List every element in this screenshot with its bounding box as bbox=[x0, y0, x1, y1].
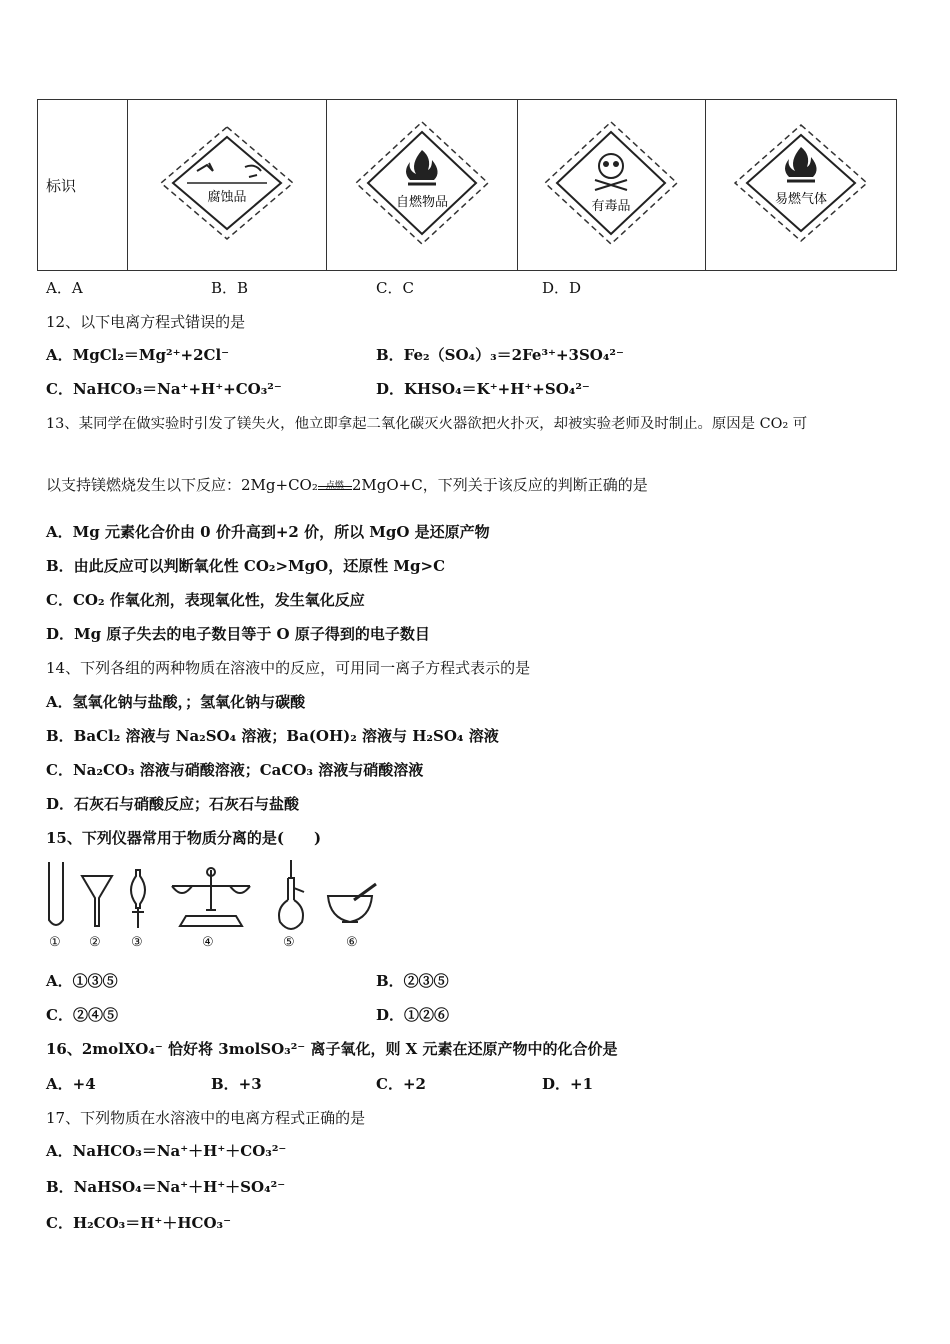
instrument-number: ④ bbox=[202, 935, 214, 950]
q13-stem-line1: 13、某同学在做实验时引发了镁失火，他立即拿起二氧化碳灭火器欲把火扑灭，却被实验老师及时制止。原因是 CO₂ 可 bbox=[46, 416, 808, 432]
sign-label-a: 腐蚀品 bbox=[207, 190, 247, 205]
sign-label-c: 有毒品 bbox=[591, 199, 631, 214]
q12-option-b: B．Fe₂（SO₄）₃＝2Fe³⁺+3SO₄²⁻ bbox=[376, 346, 624, 364]
q14-stem: 14、下列各组的两种物质在溶液中的反应，可用同一离子方程式表示的是 bbox=[46, 659, 531, 677]
test-tube-icon bbox=[46, 860, 66, 932]
table-label: 标识 bbox=[38, 100, 128, 271]
instrument-number: ② bbox=[89, 935, 101, 950]
reaction-condition: 点燃 bbox=[325, 481, 344, 491]
q15-stem: 15、下列仪器常用于物质分离的是( ) bbox=[46, 829, 322, 847]
q12-option-d: D．KHSO₄＝K⁺+H⁺+SO₄²⁻ bbox=[376, 380, 590, 398]
q16-option-a: A．+4 bbox=[46, 1075, 96, 1093]
q14-option-a: A．氢氧化钠与盐酸，；氢氧化钠与碳酸 bbox=[46, 693, 306, 711]
q17-option-c: C．H₂CO₃＝H⁺＋HCO₃⁻ bbox=[46, 1214, 232, 1232]
q11-option-c: C．C bbox=[376, 279, 414, 297]
sign-cell-c bbox=[518, 100, 705, 271]
distillation-flask-icon bbox=[276, 860, 306, 936]
q16-option-b: B．+3 bbox=[211, 1075, 262, 1093]
q15-option-d: D．①②⑥ bbox=[376, 1006, 450, 1024]
instrument-number: ⑤ bbox=[283, 935, 295, 950]
q15-option-b: B．②③⑤ bbox=[376, 972, 449, 990]
q15-option-a: A．①③⑤ bbox=[46, 972, 118, 990]
hazard-sign-table bbox=[37, 99, 897, 271]
q12-stem: 12、以下电离方程式错误的是 bbox=[46, 313, 246, 331]
flame-icon bbox=[731, 121, 871, 246]
skull-icon bbox=[541, 118, 681, 248]
q14-option-c: C．Na₂CO₃ 溶液与硝酸溶液；CaCO₃ 溶液与硝酸溶液 bbox=[46, 761, 424, 779]
q11-option-b: B．B bbox=[211, 279, 249, 297]
q16-option-c: C．+2 bbox=[376, 1075, 426, 1093]
sign-cell-b bbox=[326, 100, 517, 271]
q16-option-d: D．+1 bbox=[542, 1075, 594, 1093]
q14-option-b: B．BaCl₂ 溶液与 Na₂SO₄ 溶液；Ba(OH)₂ 溶液与 H₂SO₄ 溶液 bbox=[46, 727, 499, 745]
q13-stem-post: 2MgO+C，下列关于该反应的判断正确的是 bbox=[351, 476, 648, 494]
q17-stem: 17、下列物质在水溶液中的电离方程式正确的是 bbox=[46, 1109, 366, 1127]
q13-stem-line2 bbox=[46, 474, 648, 495]
q13-option-a: A．Mg 元素化合价由 0 价升高到+2 价，所以 MgO 是还原产物 bbox=[46, 523, 490, 541]
q15-option-c: C．②④⑤ bbox=[46, 1006, 118, 1024]
instrument-number: ③ bbox=[131, 935, 143, 950]
q13-option-d: D．Mg 原子失去的电子数目等于 O 原子得到的电子数目 bbox=[46, 625, 430, 643]
funnel-icon bbox=[80, 860, 114, 932]
q11-option-a: A．A bbox=[46, 279, 83, 297]
mortar-pestle-icon bbox=[324, 880, 382, 930]
instrument-number: ⑥ bbox=[346, 935, 358, 950]
balance-icon bbox=[166, 860, 256, 932]
sign-label-b: 自燃物品 bbox=[395, 195, 448, 210]
sign-label-d: 易燃气体 bbox=[774, 191, 827, 207]
instrument-number: ① bbox=[49, 935, 61, 950]
q12-option-c: C．NaHCO₃＝Na⁺+H⁺+CO₃²⁻ bbox=[46, 380, 282, 398]
q13-option-c: C．CO₂ 作氧化剂，表现氧化性，发生氧化反应 bbox=[46, 591, 365, 609]
q13-stem-pre: 以支持镁燃烧发生以下反应：2Mg+CO₂ bbox=[46, 476, 318, 494]
q17-option-b: B．NaHSO₄＝Na⁺＋H⁺＋SO₄²⁻ bbox=[46, 1178, 286, 1196]
q17-option-a: A．NaHCO₃＝Na⁺＋H⁺＋CO₃²⁻ bbox=[46, 1142, 287, 1160]
q14-option-d: D．石灰石与硝酸反应；石灰石与盐酸 bbox=[46, 795, 300, 813]
q12-option-a: A．MgCl₂＝Mg²⁺+2Cl⁻ bbox=[46, 346, 230, 364]
q16-stem: 16、2molXO₄⁻ 恰好将 3molSO₃²⁻ 离子氧化，则 X 元素在还原产物中的化合价是 bbox=[46, 1040, 618, 1058]
separatory-funnel-icon bbox=[126, 860, 150, 932]
sign-cell-a bbox=[127, 100, 326, 271]
q11-option-d: D．D bbox=[542, 279, 582, 297]
corrosive-icon bbox=[157, 123, 297, 243]
flame-icon bbox=[352, 118, 492, 248]
q13-option-b: B．由此反应可以判断氧化性 CO₂>MgO，还原性 Mg>C bbox=[46, 557, 446, 575]
sign-cell-d bbox=[705, 100, 896, 271]
